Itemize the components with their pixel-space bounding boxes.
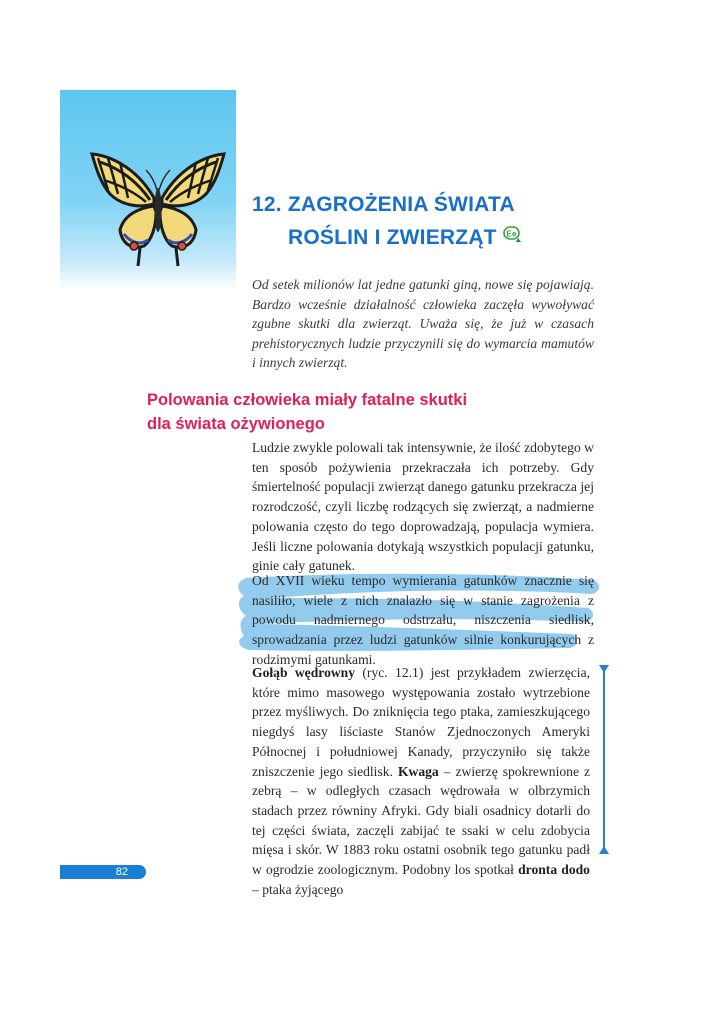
section-heading [147, 388, 467, 436]
paragraph-examples-text3: – ptaka żyjącego [252, 881, 344, 897]
chapter-intro: Od setek milionów lat jedne gatunki giną, nowe się pojawiają. Bardzo wcześnie działalność człowieka zaczęła wywoływać zgubne skutki dla zwierząt. Uważa się, że już w czasach prehistorycznych ludzie przyczynili się do wymarcia mamutów i innych zwierząt. [252, 277, 594, 370]
term-dodo: dronta dodo [518, 862, 590, 878]
paragraph-examples [252, 663, 590, 899]
chapter-title [252, 188, 523, 254]
paragraph-examples-text1: (ryc. 12.1) jest przykładem zwierzęcia, które mimo masowego występowania zostało wytrzebione przez myśliwych. Do zniknięcia tego ptaka, zamieszkującego niegdyś lasy liściaste Stanów Zjednoczonych Ameryki Północnej i południowej Kanady, przyczyniło się także zniszczenie jego siedlisk. [252, 665, 590, 779]
section-heading-line1: Polowania człowieka miały fatalne skutki [147, 391, 468, 409]
term-quagga: Kwaga [397, 763, 439, 779]
margin-marker-bottom [599, 846, 609, 854]
page-number-tab [60, 865, 146, 879]
page-number: 82 [115, 866, 128, 878]
paragraph-extinction-rate: Od XVII wieku tempo wymierania gatunków znacznie się nasiliło, wiele z nich znalazło się w stanie zagrożenia z powodu nadmiernego odstrzału, niszczenia siedlisk, sprowadzania przez ludzi gatunków silnie konkurujących z rodzimymi gatunkami. [252, 573, 594, 667]
chapter-title-line2-text: ROŚLIN I ZWIERZĄT [288, 226, 497, 249]
chapter-title-line1: 12. ZAGROŻENIA ŚWIATA [252, 193, 515, 216]
chapter-title-line2 [252, 221, 523, 254]
butterfly-illustration [88, 150, 228, 268]
section-heading-line2: dla świata ożywionego [147, 415, 325, 433]
ee-icon[interactable] [503, 225, 523, 245]
paragraph-hunting: Ludzie zwykle polowali tak intensywnie, że ilość zdobytego w ten sposób pożywienia przekraczała ich potrzeby. Gdy śmiertelność populacji zwierząt danego gatunku przekracza jej rozrodczość, czyli liczbę rodzących się zwierząt, a nadmierne polowania często do tego doprowadzają, populacja wymiera. Jeśli liczne polowania dotykają wszystkich populacji gatunku, ginie cały gatunek. [252, 440, 594, 574]
paragraph-examples-text2: – zwierzę spokrewnione z zebrą – w odległych czasach wędrowała w olbrzymich stadach przez równiny Afryki. Gdy biali osadnicy dotarli do tej części świata, zaczęli zabijać te ssaki w celu zdobycia mięsa i skór. W 1883 roku ostatni osobnik tego gatunku padł w ogrodzie zoologicznym. Podobny los spotkał [252, 763, 590, 878]
margin-rule [603, 668, 605, 852]
term-passenger-pigeon: Gołąb wędrowny [252, 665, 356, 680]
ee-icon-label: Ee [506, 229, 517, 239]
